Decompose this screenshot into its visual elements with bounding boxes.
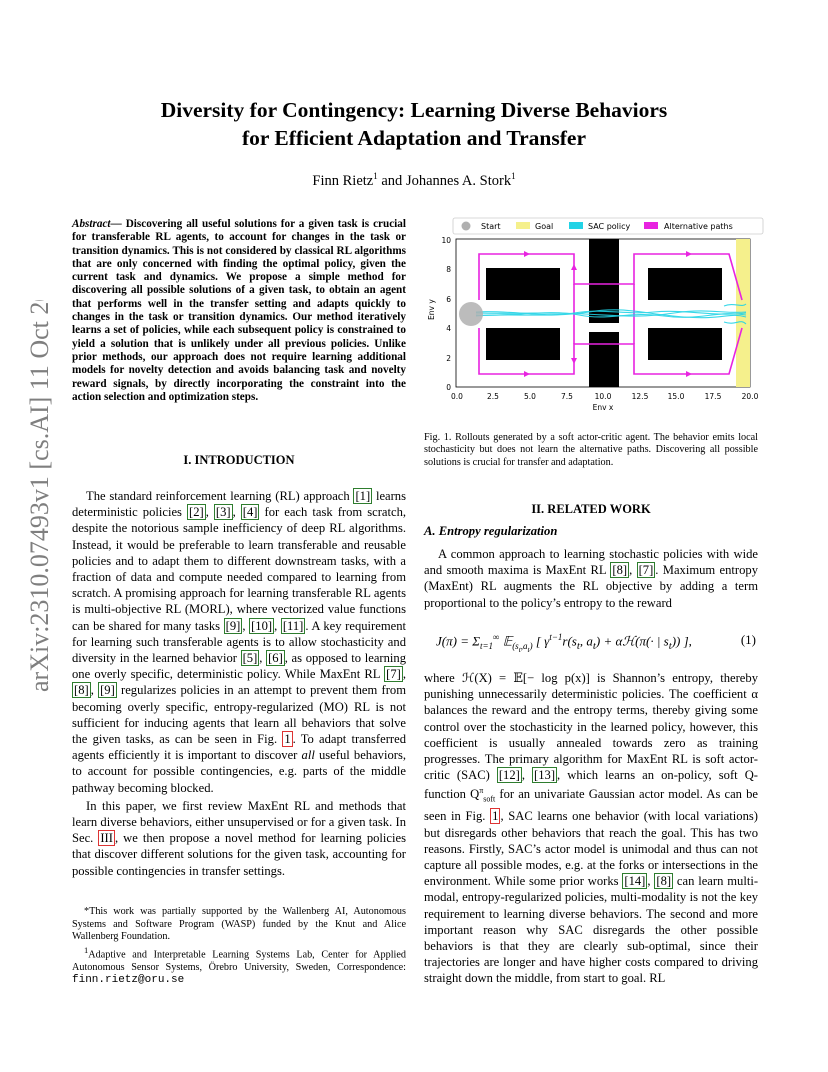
abstract-label: Abstract xyxy=(72,218,111,230)
citation-link[interactable]: [10] xyxy=(251,618,273,633)
svg-text:7.5: 7.5 xyxy=(561,392,573,401)
svg-text:5.0: 5.0 xyxy=(524,392,536,401)
figure-caption xyxy=(424,432,758,469)
intro-paragraph-1: The standard reinforcement learning (RL) approach [1] learns deterministic policies [2] , [3] , [4] for each task from scratch, despite the notorious sample inefficiency of deep RL algorithms. Instead, it would be preferable to learn transferable and reusable policies and to adapt them to different downstream tasks, with a fraction of data and compute needed compared to learning from scratch. A promising approach for learning transferable RL agents is multi-objective RL (MORL), where vectorized value functions can be shared for many tasks [9] , [10] , [11] . A key requirement for learning such transferable agents is to allow stochasticity and diversity in the learned behavior [5] , [6] , as opposed to learning one overly specific, deterministic policy. While MaxEnt RL [7] , [8] , [9] regularizes policies in an attempt to prevent them from becoming overly specific, entropy-regularized (MO) RL is not sufficient for inducing agents that learn all behaviors that solve the given tasks, as can be seen in Fig. 1 . To adapt transferred agents efficiently it is important to discover all useful behaviors, to account for possible contingencies, e.g. parts of the middle pathway becoming blocked. xyxy=(72,489,407,795)
y-axis-ticks xyxy=(441,236,451,392)
subsection-heading-entropy: A. Entropy regularization xyxy=(424,524,558,538)
legend-start-marker xyxy=(462,222,471,231)
obstacle xyxy=(486,328,560,360)
plot-legend xyxy=(453,218,763,234)
section-link[interactable]: III xyxy=(100,831,113,846)
abstract-text: — Discovering all useful solutions for a given task is crucial for transferable RL agents, to account for changes in the task or transition dynamics. This is not considered by classical RL algorithms that are only concerned with finding the optimal policy, given the current task and dynamics. We propose a simple method for discovering all possible solutions of a given task, to obtain an agent that performs well in the transfer setting and adapts quickly to changes in the task or transition dynamics. Our method iteratively learns a set of policies, while each subsequent policy is constrained to yield a solution that is unlikely under all previous policies. Unlike prior methods, our approach does not require learning additional models for novelty detection and avoids balancing task and novelty reward signals, by directly incorporating the constraint into the action selection and optimization steps. xyxy=(72,218,406,403)
svg-text:4: 4 xyxy=(446,324,451,333)
citation-link[interactable]: [11] xyxy=(282,618,304,633)
svg-text:20.0: 20.0 xyxy=(741,392,759,401)
svg-text:17.5: 17.5 xyxy=(704,392,722,401)
title-line-2: for Efficient Adaptation and Transfer xyxy=(241,126,586,150)
author-list xyxy=(70,171,758,190)
citation-link[interactable]: [4] xyxy=(242,505,258,520)
svg-text:6: 6 xyxy=(446,295,451,304)
related-work-paragraph-1: A common approach to learning stochastic policies with wide and smooth maxima is MaxEnt RL [8] , [7] . Maximum entropy (MaxEnt) RL augments the RL objective by adding a term proportional to the policy’s entropy to the reward xyxy=(424,547,759,610)
svg-text:2: 2 xyxy=(446,354,451,363)
figure-link[interactable]: 1 xyxy=(492,809,499,824)
figure-link[interactable]: 1 xyxy=(284,732,291,747)
author-1: Finn Rietz xyxy=(312,172,374,189)
email-link[interactable]: finn.rietz@oru.se xyxy=(72,974,185,987)
x-axis-ticks xyxy=(451,392,759,401)
citation-link[interactable]: [5] xyxy=(242,651,258,666)
equation-body: $J(\pi) = \Sigma_{t=1}^\infty$ 𝔼$_{(s_t,a_t)}$ [ $\gamma^{t-1}r(s_t$, $a_t$) + αℋ(π(· | $s_t$)) ], xyxy=(436,632,692,654)
intro-paragraph-2: In this paper, we first review MaxEnt RL and methods that learn diverse behaviors, either unsupervised or for a given task. In Sec. III , we then propose a novel method for learning policies that discover different solutions for the given task, accounting for possible contingencies in transfer settings. xyxy=(72,798,406,878)
svg-text:0.0: 0.0 xyxy=(451,392,463,401)
svg-text:10.0: 10.0 xyxy=(594,392,612,401)
y-axis-label: Env y xyxy=(427,299,436,320)
start-marker xyxy=(459,302,483,326)
introduction-text xyxy=(72,488,406,881)
svg-text:10: 10 xyxy=(441,236,451,245)
footnote xyxy=(72,906,406,987)
funding-note: *This work was partially supported by the Wallenberg AI, Autonomous Systems and Software Program (WASP) funded by the Knut and Alice Wallenberg Foundation. xyxy=(72,906,406,943)
legend-sac-label: SAC policy xyxy=(588,222,631,231)
citation-link[interactable]: [6] xyxy=(268,651,283,666)
section-heading-introduction: I. INTRODUCTION xyxy=(183,453,295,467)
citation-link[interactable]: [7] xyxy=(638,563,654,578)
affiliation-note: $^1$Adaptive and Interpretable Learning Systems Lab, Center for Applied Autonomous Sensor Systems, Örebro University, Sweden, Correspondence: finn.rietz@oru.se xyxy=(72,944,406,987)
citation-link[interactable]: [9] xyxy=(100,683,115,698)
legend-goal-label: Goal xyxy=(535,222,554,231)
author-1-affil: 1 xyxy=(373,171,378,181)
author-2-affil: 1 xyxy=(511,171,516,181)
legend-sac-marker xyxy=(569,222,583,229)
equation-number: (1) xyxy=(740,632,756,647)
citation-link[interactable]: [7] xyxy=(386,667,401,682)
author-2: Johannes A. Stork xyxy=(405,172,512,189)
legend-start-label: Start xyxy=(481,222,501,231)
citation-link[interactable]: [8] xyxy=(612,563,628,578)
arxiv-id-text: arXiv:2310.07493v1 [cs.AI] 11 Oct 2023 xyxy=(25,300,54,692)
citation-link[interactable]: [9] xyxy=(225,618,241,633)
svg-text:15.0: 15.0 xyxy=(667,392,685,401)
svg-text:2.5: 2.5 xyxy=(487,392,499,401)
arxiv-identifier xyxy=(4,300,60,700)
legend-alt-label: Alternative paths xyxy=(664,222,733,231)
caption-text: Rollouts generated by a soft actor-critic agent. The behavior emits local stochasticity but does not learn the alternative paths. Discovering all possible solutions is crucial for transfer and adaptation. xyxy=(424,432,758,468)
obstacle xyxy=(589,332,619,387)
section-heading-related-work: II. RELATED WORK xyxy=(531,502,651,516)
obstacle xyxy=(486,268,560,300)
citation-link[interactable]: [12] xyxy=(498,768,520,783)
legend-goal-marker xyxy=(516,222,530,229)
figure-1 xyxy=(424,214,770,414)
citation-link[interactable]: [2] xyxy=(189,505,204,520)
citation-link[interactable]: [14] xyxy=(624,874,646,889)
title-line-1: Diversity for Contingency: Learning Diverse Behaviors xyxy=(160,98,668,122)
svg-text:8: 8 xyxy=(446,265,451,274)
svg-text:0: 0 xyxy=(446,383,451,392)
citation-link[interactable]: [13] xyxy=(534,768,556,783)
obstacle xyxy=(648,328,722,360)
citation-link[interactable]: [8] xyxy=(74,683,89,698)
equation-1 xyxy=(424,622,758,660)
caption-label: Fig. 1. xyxy=(424,432,452,443)
citation-link[interactable]: [8] xyxy=(656,874,672,889)
rollout-plot xyxy=(424,214,770,414)
obstacle xyxy=(648,268,722,300)
svg-text:12.5: 12.5 xyxy=(631,392,649,401)
citation-link[interactable]: [1] xyxy=(355,489,371,503)
legend-alt-marker xyxy=(644,222,658,229)
abstract xyxy=(72,218,406,404)
paper-title xyxy=(70,96,758,152)
x-axis-label: Env x xyxy=(592,403,614,412)
related-work-paragraph-2: where ℋ(X) = 𝔼[− log p(x)] is Shannon’s entropy, thereby punishing unnecessarily deterministic policies. The coefficient α balances the reward and the entropy terms, thereby giving some control over the stochasticity in the learned policy, however, this coefficient is usually annealed towards zero as training progresses. The primary algorithm for MaxEnt RL is soft actor-critic (SAC) [12] , [13] , which learns an on-policy, soft Q-function $Q^\pi_{soft}$ for an univariate Gaussian actor model. As can be seen in Fig. 1 , SAC learns one behavior (with local variations) but disregards other behaviors that reach the goal. This has two reasons. Firstly, SAC’s actor model is unimodal and thus can not capture all possible modes, e.g. at the forks or intersections in the environment. While some prior works [14] , [8] can learn multi-modal, entropy-regularized policies, multi-modality is not the key requirement to learning diverse behaviors. The second and more important reason why SAC disregards the other possible behaviors is that they are clearly sub-optimal, since their trajectories are longer and have higher costs compared to driving straight down the middle, from start to goal. RL xyxy=(424,671,759,986)
citation-link[interactable]: [3] xyxy=(215,505,231,520)
author-and: and xyxy=(377,172,406,189)
